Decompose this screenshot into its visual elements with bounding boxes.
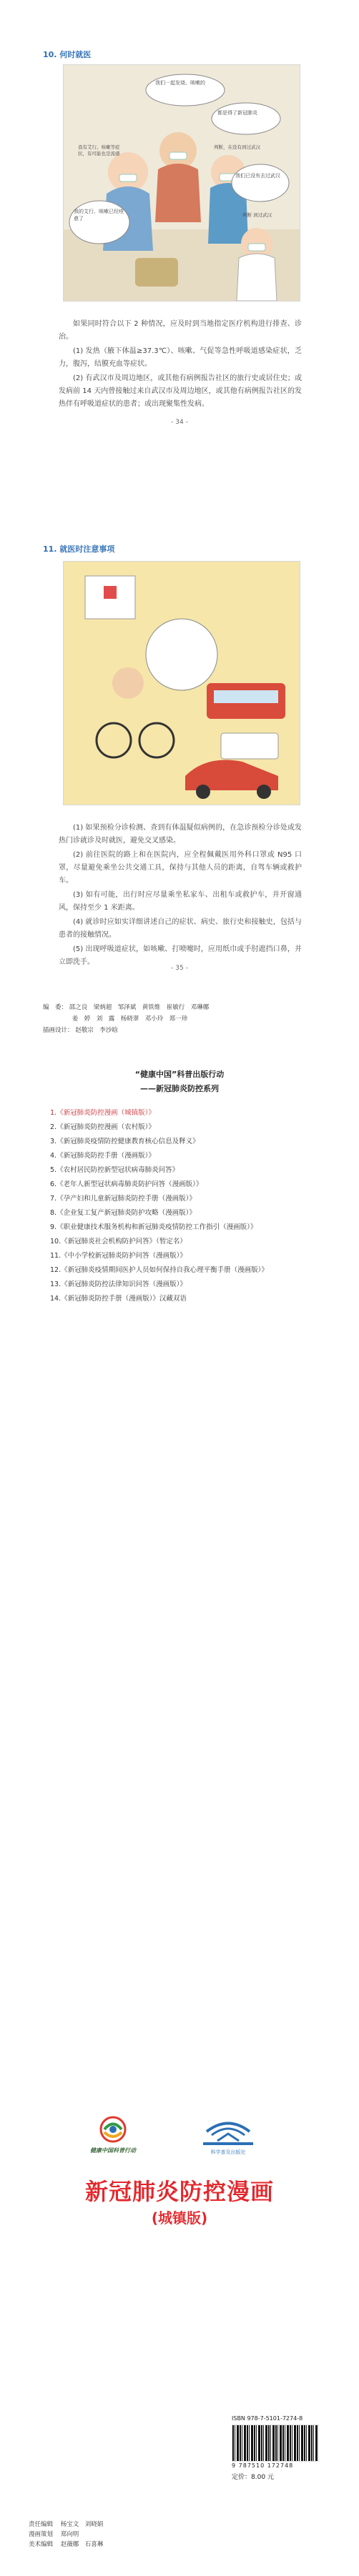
design-label: 插画设计：	[43, 1027, 74, 1034]
list-item: 13.《新冠肺炎防控法律知识问答（漫画版）》	[50, 1280, 187, 1288]
list-item: 9.《职业健康技术服务机构和新冠肺炎疫情防控工作指引（漫画版）》	[50, 1223, 257, 1231]
paragraph: (1) 如果预检分诊检测、查到有体温疑似病例的，在急诊预检分诊处或发热门诊就诊及时就医，避免交叉感染。	[59, 824, 302, 845]
staff-label: 漫画策划	[29, 2531, 54, 2538]
series-subtitle: ——新冠肺炎防控系列	[140, 1084, 219, 1093]
paragraph: (2) 前往医院的路上和在医院内，应全程佩戴医用外科口罩或 N95 口罩，尽量避免乘坐公共交通工具，保持与其他人员的距离，自驾车辆或救护车。	[59, 851, 302, 885]
barcode-number: 9 787510 172748	[232, 2462, 294, 2469]
book-title: 新冠肺炎防控漫画	[84, 2178, 274, 2205]
staff-name: 赵薇娜 石喜琳	[60, 2541, 104, 2548]
list-item: 1.《新冠肺炎防控漫画（城镇版）》	[50, 1109, 155, 1117]
list-item: 11.《中小学校新冠肺炎防护问答（漫画版）》	[50, 1252, 187, 1260]
publisher-logo-right	[196, 2114, 260, 2157]
isbn-text: ISBN 978-7-5101-7274-8	[232, 2415, 303, 2422]
illustration-when-to-seek-care	[63, 64, 300, 302]
editors	[43, 1002, 315, 1036]
publisher-right-name: 科学普及出版社	[210, 2149, 246, 2155]
paragraph: (4) 就诊时应如实详细讲述自己的症状、病史、旅行史和接触史，包括与患者的接触情况。	[59, 918, 302, 939]
list-item: 2.《新冠肺炎防控漫画（农村版）》	[50, 1123, 155, 1131]
list-item: 8.《企业复工复产新冠肺炎防护攻略（漫画版）》	[50, 1209, 196, 1217]
staff-list	[29, 2520, 172, 2550]
staff-label: 美术编辑	[29, 2541, 54, 2548]
paragraph: (2) 有武汉市及周边地区，或其他有病例报告社区的旅行史或居住史；或发病前 14 天内曾接触过来自武汉市及周边地区，或其他有病例报告社区的发热伴有呼吸道症状的患者；或出现聚集性发病。	[59, 374, 302, 408]
paragraphs-precautions	[59, 822, 302, 970]
paragraph: 如果同时符合以下 2 种情况，应及时到当地指定医疗机构进行排查、诊治。	[59, 320, 302, 341]
list-item: 10.《新冠肺炎社会机构防护问答》（暂定名）	[50, 1238, 187, 1245]
staff-name: 杨宝文 刘晓娟	[60, 2521, 104, 2528]
section-title-when-to-seek-care: 10. 何时就医	[43, 50, 92, 59]
editors-row-2: 姜 婷 刘 露 杨晓翠 邓小玲 郑一珍	[72, 1015, 188, 1023]
staff-row	[29, 2540, 172, 2550]
list-item: 12.《新冠肺炎疫情期间医护人员如何保持自我心理平衡手册（漫画版）》	[50, 1266, 268, 1274]
page-number: - 35 -	[171, 965, 188, 972]
publisher-left-name: 健康中国科普行动	[90, 2147, 136, 2154]
editors-label: 编 委：	[43, 1004, 68, 1011]
paragraph: (5) 出现呼吸道症状，如咳嗽、打喷嚏时，应用纸巾或手肘遮挡口鼻，并立即洗手。	[59, 945, 302, 966]
list-item: 6.《老年人新型冠状病毒肺炎防护问答（漫画版）》	[50, 1180, 203, 1188]
series-title: “健康中国”科普出版行动	[134, 1070, 225, 1079]
list-item: 7.《孕产妇和儿童新冠肺炎防控手册（漫画版）》	[50, 1195, 196, 1203]
speech-bubble-2: 都是得了新冠肺炎	[217, 110, 257, 116]
paragraph: (1) 发热（腋下体温≥37.3℃）、咳嗽、气促等急性呼吸道感染症状，乏力，腹泻，结膜充血等症状。	[59, 347, 302, 368]
staff-row	[29, 2530, 172, 2540]
list-item: 4.《新冠肺炎防控手册（漫画版）》	[50, 1152, 155, 1160]
book-subtitle: (城镇版)	[151, 2209, 208, 2227]
publisher-logo-left	[84, 2115, 142, 2154]
price: 定价：8.00 元	[232, 2474, 274, 2481]
page-number: - 34 -	[171, 419, 188, 426]
barcode	[232, 2425, 319, 2462]
speech-bubble-5: 判断，在没有到过武汉	[214, 144, 260, 150]
list-item: 3.《新冠肺炎疫情防控健康教育核心信息及释义》	[50, 1138, 200, 1145]
series-list	[50, 1106, 350, 1306]
speech-bubble-4: 我们已没有去过武汉	[235, 173, 280, 179]
illustration-precautions	[63, 561, 300, 805]
list-item: 5.《农村居民防控新型冠状病毒肺炎问答》	[50, 1166, 180, 1174]
speech-bubble-6: 我有艾行、咳嗽等症状，有可能也是流感	[78, 144, 120, 156]
section-title-precautions: 11. 就医时注意事项	[43, 544, 115, 554]
editors-row-1: 邵之良 梁炳超 邹泽斌 黄铁维 崔敏行 邓琳娜	[69, 1004, 210, 1011]
staff-label: 责任编辑	[29, 2521, 54, 2528]
speech-bubble-7: 判断 到过武汉	[242, 212, 272, 218]
staff-row	[29, 2520, 172, 2530]
speech-bubble-3: 我的艾行、咳嗽已经痊愈了	[74, 209, 124, 222]
isbn-block	[232, 2415, 325, 2481]
design-names: 赵敬宗 李沙晗	[75, 1027, 118, 1034]
paragraph: (3) 如有可能，出行时应尽量乘坐私家车、出租车或救护车，并开窗通风，保持至少 1 米距离。	[59, 891, 302, 912]
staff-name: 郑向明	[60, 2531, 79, 2538]
speech-bubble-1: 我们一起发烧、咳嗽的	[155, 80, 205, 86]
list-item: 14.《新冠肺炎防控手册（漫画版）》汉藏双语	[50, 1295, 187, 1303]
paragraphs-when-to-seek-care	[59, 318, 302, 412]
